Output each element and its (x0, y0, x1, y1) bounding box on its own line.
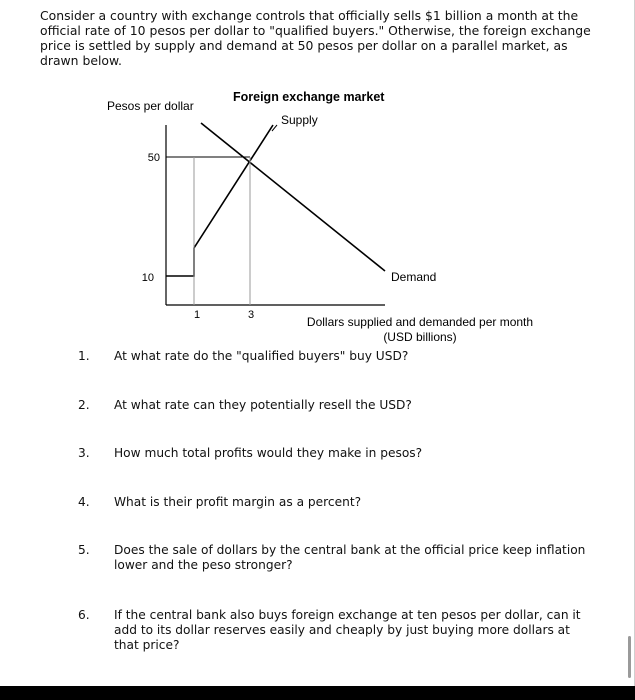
question-text: What is their profit margin as a percent? (114, 495, 362, 509)
scrollbar-thumb[interactable] (628, 636, 631, 678)
question-text: If the central bank also buys foreign exchange at ten pesos per dollar, can it add to its dollar reserves easily and cheaply by just buying more dollars at that price? (114, 608, 581, 652)
question-text: How much total profits would they make in pesos? (114, 446, 423, 460)
chart-title: Foreign exchange market (233, 90, 385, 104)
y-tick-50: 50 (147, 152, 160, 164)
question-number: 4. (78, 495, 90, 509)
question-number: 3. (78, 446, 90, 460)
question-number: 5. (78, 543, 90, 557)
y-axis-label: Pesos per dollar (107, 99, 194, 113)
question-number: 6. (78, 608, 90, 622)
demand-curve (201, 123, 385, 271)
supply-label: Supply (281, 113, 318, 127)
x-axis-label-line2: (USD billions) (383, 330, 457, 344)
problem-intro: Consider a country with exchange controls that officially sells $1 billion a month at the official rate of 10 pesos per dollar to "qualified buyers." Otherwise, the foreign exchange price is settled by supply and demand at 50 pesos per dollar on a parallel market, as drawn below. (40, 8, 591, 68)
x-tick-1: 1 (193, 309, 201, 321)
x-tick-3: 3 (247, 309, 255, 321)
question-number: 1. (78, 349, 90, 363)
y-tick-10: 10 (141, 272, 154, 284)
demand-label: Demand (391, 270, 437, 284)
bottom-bar (0, 686, 635, 700)
x-axis-label-line1: Dollars supplied and demanded per month (306, 315, 534, 329)
question-text: At what rate do the "qualified buyers" buy USD? (114, 349, 409, 363)
question-text: At what rate can they potentially resell the USD? (114, 398, 412, 412)
question-text: Does the sale of dollars by the central bank at the official price keep inflation lower and the peso stronger? (114, 543, 586, 572)
supply-curve (166, 125, 273, 276)
question-number: 2. (78, 398, 90, 412)
